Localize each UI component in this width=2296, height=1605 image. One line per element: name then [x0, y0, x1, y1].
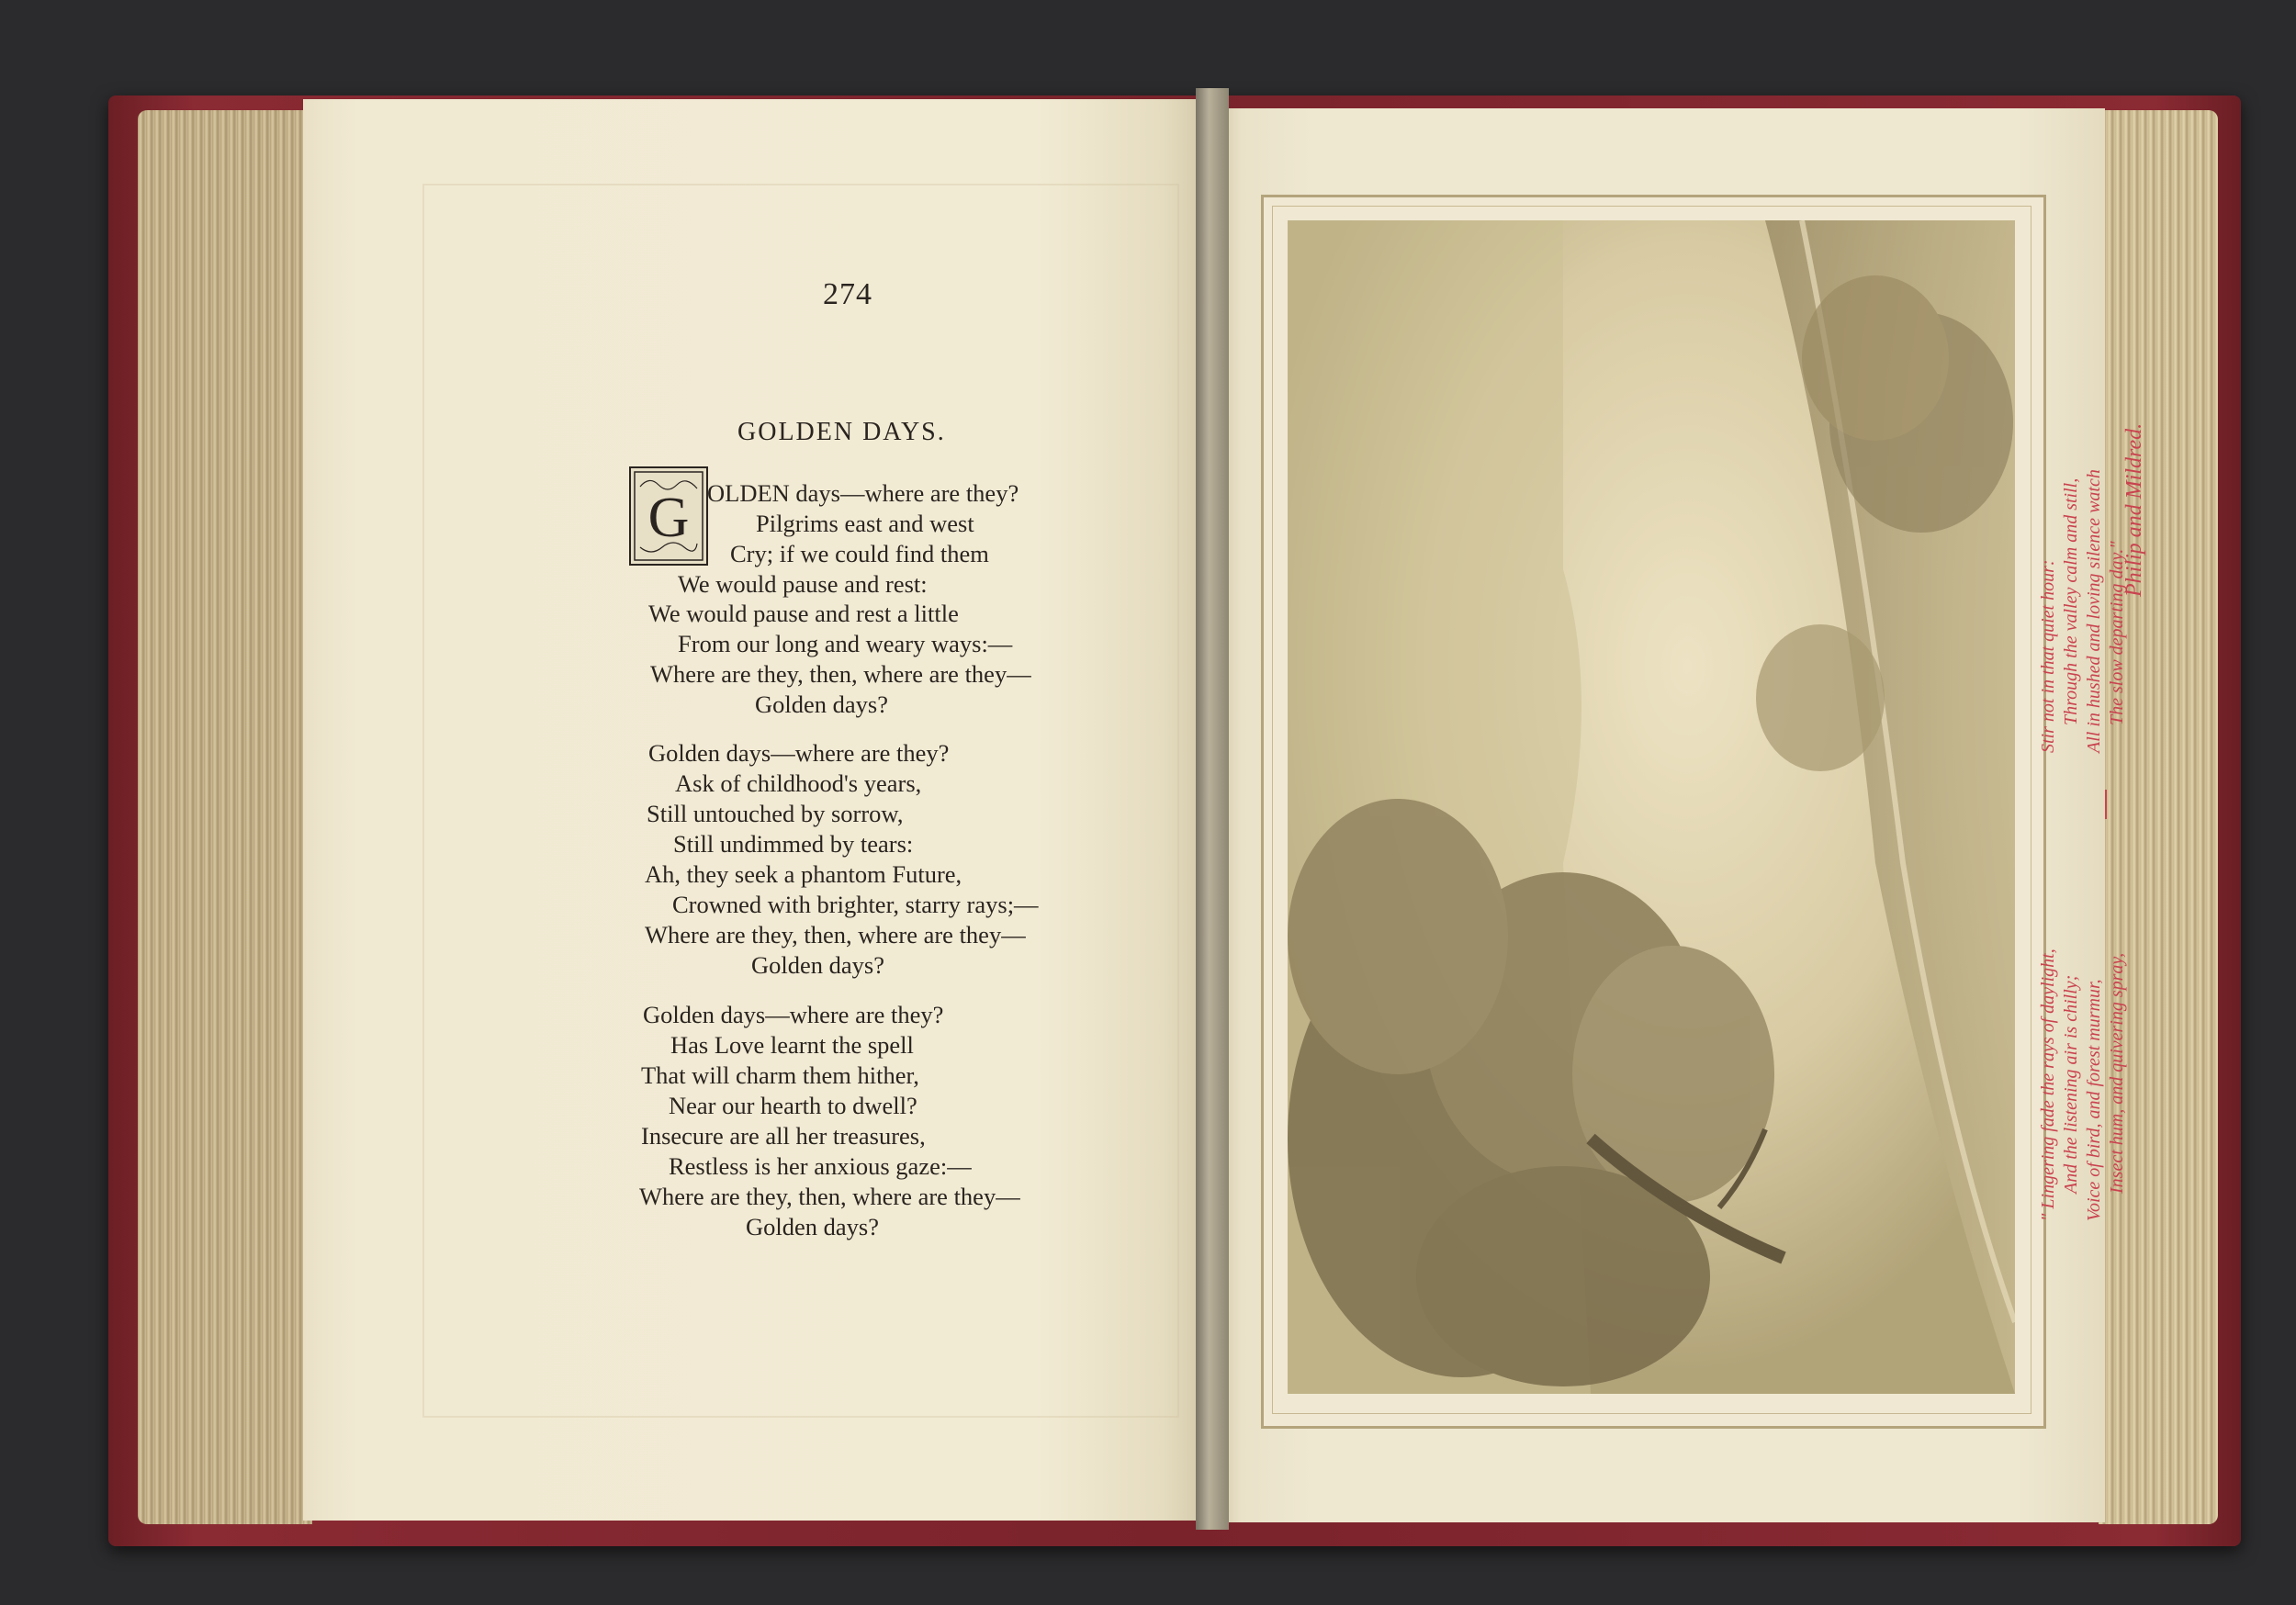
landscape-photograph: [1288, 220, 2015, 1394]
poem-line: Where are they, then, where are they—: [639, 1183, 1020, 1210]
caption-line: " Lingering fade the rays of daylight,: [2038, 948, 2058, 1221]
caption-line: Through the valley calm and still,: [2061, 477, 2081, 725]
poem-line: Golden days—where are they?: [648, 739, 950, 767]
poem-line: Has Love learnt the spell: [670, 1031, 914, 1059]
poem-line: Golden days?: [746, 1213, 879, 1240]
drop-cap-initial: [629, 466, 708, 566]
page-edges-left: [138, 110, 312, 1524]
book-gutter: [1196, 88, 1229, 1530]
poem-title: GOLDEN DAYS.: [737, 418, 946, 446]
poem-line: We would pause and rest:: [678, 570, 928, 598]
poem-line: Golden days?: [755, 690, 888, 718]
poem-line: Crowned with brighter, starry rays;—: [672, 891, 1039, 918]
page-edges-right: [2099, 110, 2218, 1524]
poem-line: Golden days—where are they?: [643, 1001, 944, 1028]
caption-line: Voice of bird, and forest murmur,: [2084, 979, 2104, 1221]
poem-line: Still undimmed by tears:: [673, 830, 914, 858]
poem-line: That will charm them hither,: [641, 1061, 919, 1089]
page-number: 274: [823, 277, 872, 311]
caption-line: Stir not in that quiet hour:: [2038, 559, 2058, 753]
caption-line: And the listening air is chilly;: [2061, 974, 2081, 1194]
poem-line: We would pause and rest a little: [648, 600, 959, 627]
poem-line: Restless is her anxious gaze:—: [669, 1152, 972, 1180]
poem-line: Where are they, then, where are they—: [650, 660, 1031, 688]
poem-line: Ask of childhood's years,: [675, 769, 922, 797]
poem-line: Near our hearth to dwell?: [669, 1092, 917, 1119]
caption-divider: [2105, 790, 2107, 819]
caption-left-verse: [2037, 948, 2129, 1221]
poem-line: OLDEN days—where are they?: [707, 479, 1019, 507]
caption-attribution: Philip and Mildred.: [2122, 422, 2146, 597]
landscape-illustration: [1288, 220, 2015, 1394]
drop-cap-letter: G: [647, 487, 690, 549]
poem-line: Pilgrims east and west: [756, 510, 974, 537]
poem-line: Still untouched by sorrow,: [647, 800, 904, 827]
caption-line: All in hushed and loving silence watch: [2084, 469, 2104, 753]
poem-line: Cry; if we could find them: [730, 540, 989, 567]
poem-line: Insecure are all her treasures,: [641, 1122, 926, 1150]
poem-line: Where are they, then, where are they—: [645, 921, 1026, 948]
drop-cap-ornament: [631, 468, 706, 564]
caption-line: The slow departing day.": [2107, 541, 2127, 725]
poem-line: Ah, they seek a phantom Future,: [645, 860, 962, 888]
caption-line: Insect hum, and quivering spray,: [2107, 952, 2127, 1194]
caption-right-verse: [2037, 469, 2129, 753]
poem-line: Golden days?: [751, 951, 884, 979]
poem-line: From our long and weary ways:—: [678, 630, 1013, 657]
